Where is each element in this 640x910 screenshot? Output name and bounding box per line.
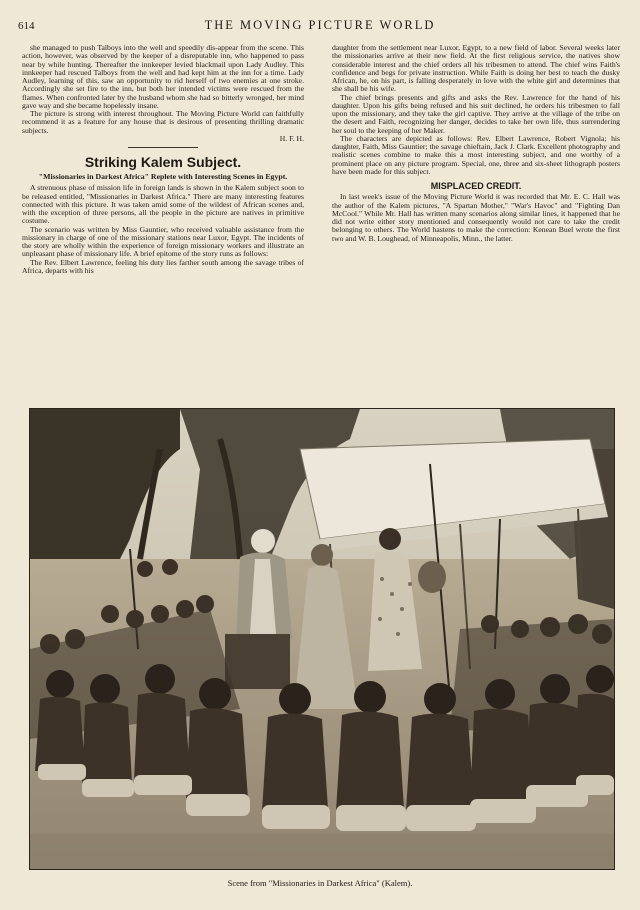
- credit-heading: MISPLACED CREDIT.: [430, 181, 522, 191]
- page-header: [14, 16, 626, 38]
- article-paragraph: A strenuous phase of mission life in foreign lands is shown in the Kalem subject soon to be released entitled, "Missionaries in Darkest Africa." There are many interesting features connected with this picture. It was taken amid some of the wildest of African scenes and, with the exception of three persons, all the people in the picture are natives in primitive costume.: [22, 183, 304, 226]
- review-paragraph: she managed to push Talboys into the well and speedily dis-appear from the scene. This action, however, was observed by the keeper of a disreputable inn, who happened to pass near by while hunting. Thereafter the innkeeper levied blackmail upon Lady Audley. This innkeeper had rescued Talboys from the well and had kept him at the inn for a time. Lady Audley, learning of this, saw an opportunity to rid herself of two enemies at one stroke. Accordingly she set fire to the inn, but both her intended victims were rescued from the flames. When confronted later by the husband whom she had so bitterly wronged, her mind gave way and she became hopelessly insane.: [22, 44, 304, 110]
- credit-paragraph: In last week's issue of the Moving Picture World it was recorded that Mr. E. C. Hall was the author of the Kalem pictures, "A Spartan Mother," "War's Havoc" and "Fighting Dan McCool." While Mr. Hall has written many scenarios along similar lines, it happened that he did not write either story mentioned and consequently would not care to take the credit belonging to others. The World hastens to make the correction: Kenean Buel wrote the first two and W. B. Loughead, of Minneapolis, Minn., the latter.: [332, 192, 620, 243]
- article-paragraph: The chief brings presents and gifts and asks the Rev. Lawrence for the hand of his daughter. Upon his gifts being refused and his suit declined, he orders his tribesmen to fall upon the missionary, and they take the girl captive. They arrive at the village of the tribe on the desert and Faith, recognizing her danger, decides to take her own life, thus surrendering her soul to the keeping of her Maker.: [332, 92, 620, 135]
- scene-photograph: [29, 408, 615, 870]
- photo-caption: Scene from "Missionaries in Darkest Africa" (Kalem).: [227, 878, 413, 888]
- review-signature: H. F. H.: [279, 133, 304, 143]
- running-title: THE MOVING PICTURE WORLD: [204, 18, 436, 32]
- drum: [225, 634, 290, 689]
- article-paragraph: The Rev. Elbert Lawrence, feeling his duty lies farther south among the savage tribes of Africa, departs with his: [22, 257, 304, 275]
- left-column: [22, 44, 304, 399]
- article-paragraph: The scenario was written by Miss Gauntier, who received valuable assistance from the missionary in charge of one of the missionary stations near Luxor, Egypt. The incidents of the story are wholly within the experience of foreign missionary workers and illustrate an unpleasant phase of missionary life. A brief epitome of the story runs as follows:: [22, 224, 304, 259]
- review-closing-paragraph: The picture is strong with interest throughout. The Moving Picture World can faithfully recommend it as a feature for any house that is desirous of presenting thrilling dramatic subjects.: [22, 109, 304, 135]
- article-subheading: "Missionaries in Darkest Africa" Replete with Interesting Scenes in Egypt.: [38, 172, 288, 181]
- article-paragraph: daughter from the settlement near Luxor, Egypt, to a new field of labor. Several weeks later the missionaries arrive at their new field. At the first religious service, the natives show considerable interest and the chief orders all his tribesmen to attend. The chief wins Faith's confidence and begs for private instruction. While Faith is doing her best to teach the dusky African, he, on his part, is falling desperately in love with the white girl and determines that she shall be his wife.: [332, 44, 620, 94]
- article-paragraph: The characters are depicted as follows: Rev. Elbert Lawrence, Robert Vignola; his daughter, Faith, Miss Gauntier; the savage chieftain, Jack J. Clark. Excellent photography and realistic scenes combine to make this a most interesting subject, and one worthy of a prominent place on any picture program. Special, one, three and six-sheet lithograph posters have been made for this subject.: [332, 133, 620, 176]
- section-divider: [128, 147, 198, 148]
- right-column: [332, 44, 620, 399]
- page-number: 614: [18, 20, 35, 32]
- article-heading: Striking Kalem Subject.: [84, 154, 242, 170]
